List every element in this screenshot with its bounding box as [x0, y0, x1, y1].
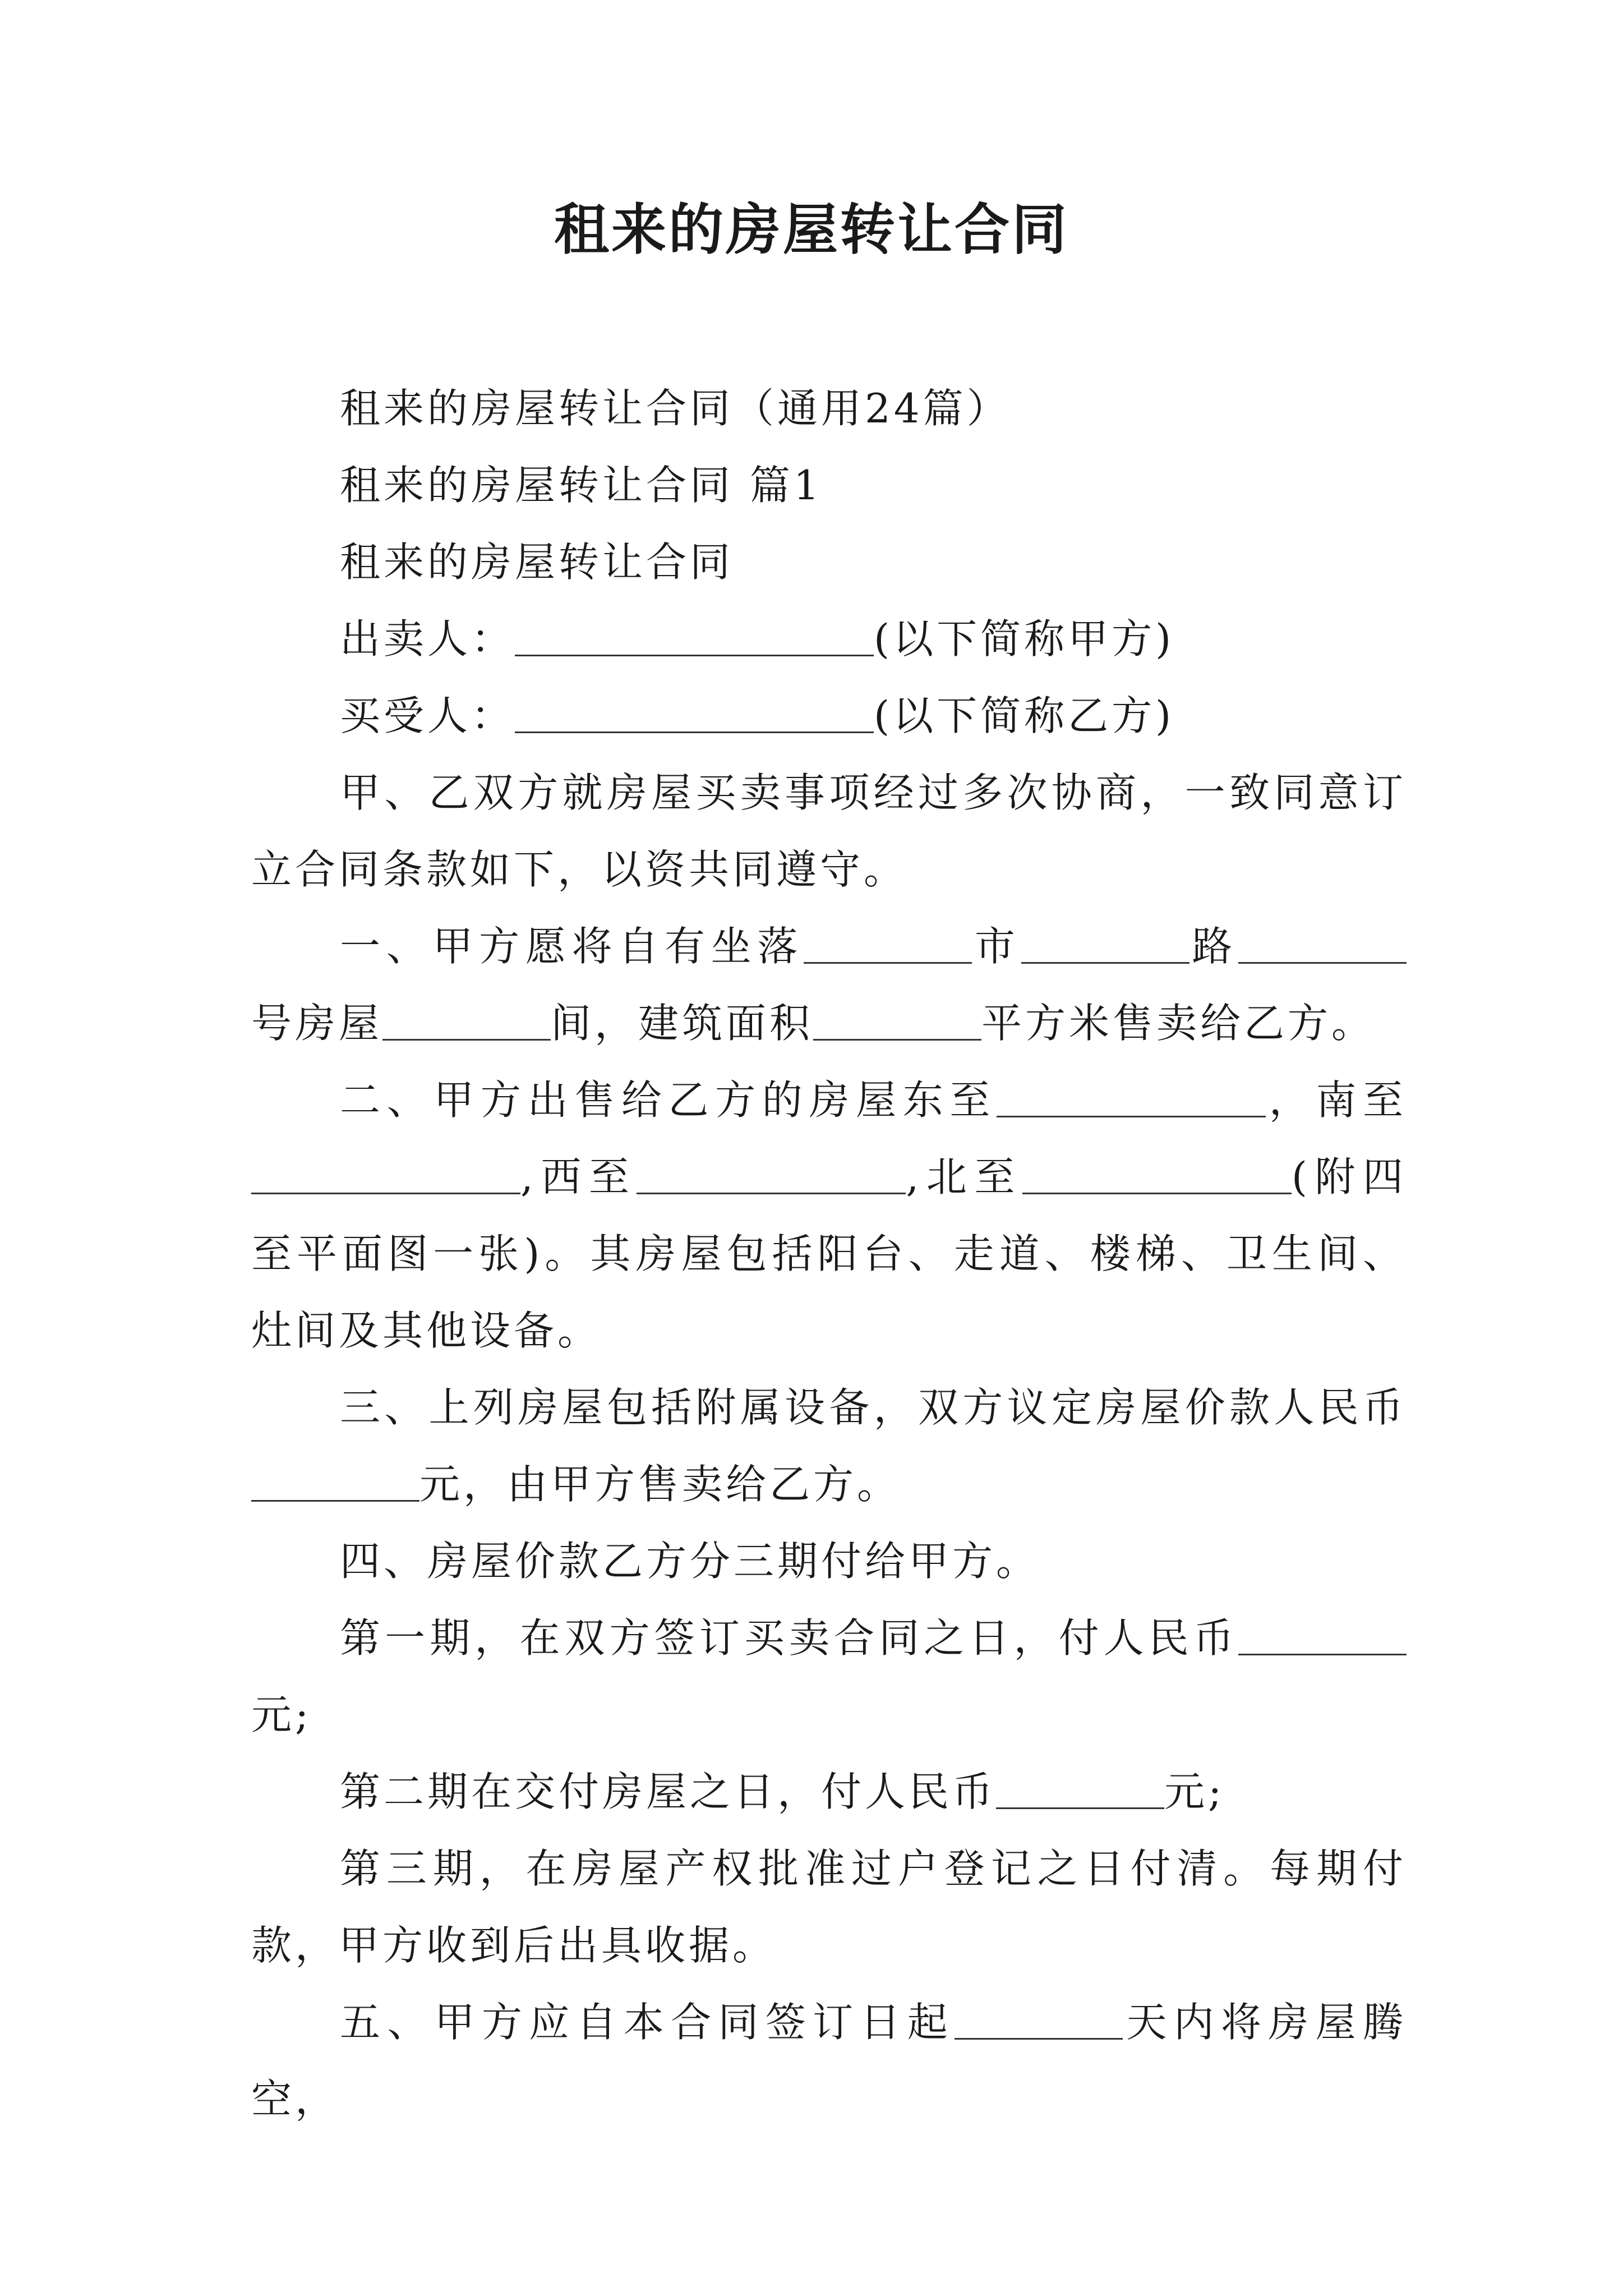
- clause-5-text-a: 五、甲方应自本合同签订日起: [340, 1999, 955, 2046]
- clause-1: [251, 908, 1407, 1062]
- clause-3-text-a: 三、上列房屋包括附属设备，双方议定房屋价款人民币: [340, 1384, 1407, 1431]
- clause-2-text-a: 二、甲方出售给乙方的房屋东至: [340, 1076, 997, 1124]
- document-body: [251, 370, 1407, 2138]
- paragraph-article-number: 租来的房屋转让合同 篇1: [340, 462, 823, 509]
- clause-5-text-b: 天内将房屋腾空，: [251, 1999, 1407, 2123]
- city-blank: [804, 924, 972, 964]
- payment-2: [251, 1754, 1407, 1830]
- seller-blank: [515, 616, 874, 656]
- rooms-blank: [382, 1001, 551, 1041]
- payment-2-blank: [996, 1769, 1164, 1809]
- area-blank: [813, 1001, 981, 1041]
- payment-1-text-a: 第一期，在双方签订买卖合同之日，付人民币: [340, 1614, 1238, 1662]
- paragraph-heading: 租来的房屋转让合同（通用24篇）: [340, 385, 1011, 432]
- road-blank: [1021, 924, 1189, 964]
- clause-4: 四、房屋价款乙方分三期付给甲方。: [340, 1538, 1040, 1585]
- seller-label: 出卖人：: [340, 615, 515, 662]
- clause-1-text-b: 市: [972, 923, 1021, 970]
- north-blank: [1022, 1154, 1292, 1194]
- payment-2-text-b: 元;: [1164, 1768, 1225, 1815]
- clause-1-text-c: 路: [1189, 923, 1238, 970]
- payment-1-text-b: 元;: [251, 1691, 312, 1738]
- paragraph-intro: 甲、乙双方就房屋买卖事项经过多次协商，一致同意订立合同条款如下，以资共同遵守。: [251, 769, 1407, 893]
- paragraph-seller: [251, 601, 1407, 678]
- clause-2-text-d: ,北至: [906, 1153, 1022, 1200]
- east-blank: [997, 1078, 1266, 1117]
- seller-suffix: (以下简称甲方): [874, 615, 1175, 662]
- clause-1-text-e: 间，建筑面积: [551, 1000, 814, 1047]
- buyer-blank: [515, 693, 874, 733]
- clause-1-text-f: 平方米售卖给乙方。: [981, 1000, 1376, 1047]
- price-blank: [251, 1462, 419, 1502]
- number-blank: [1238, 924, 1407, 964]
- days-blank: [955, 2000, 1123, 2040]
- buyer-suffix: (以下简称乙方): [874, 692, 1175, 739]
- clause-3: [251, 1369, 1407, 1523]
- clause-2-text-c: ,西至: [520, 1153, 637, 1200]
- payment-1: [251, 1600, 1407, 1754]
- paragraph-contract-name: 租来的房屋转让合同: [340, 539, 734, 586]
- buyer-label: 买受人：: [340, 692, 515, 739]
- clause-1-text-d: 号房屋: [251, 1000, 383, 1047]
- south-blank: [251, 1154, 520, 1194]
- clause-2-text-e: (附四至平面图一张)。其房屋包括阳台、走道、楼梯、卫生间、灶间及其他设备。: [251, 1153, 1407, 1354]
- clause-2-text-b: ，南至: [1266, 1076, 1407, 1124]
- payment-2-text-a: 第二期在交付房屋之日，付人民币: [340, 1768, 997, 1815]
- clause-1-text-a: 一、甲方愿将自有坐落: [340, 923, 804, 970]
- clause-5: [251, 1984, 1407, 2138]
- payment-1-blank: [1238, 1616, 1407, 1655]
- clause-2: [251, 1062, 1407, 1369]
- west-blank: [637, 1154, 906, 1194]
- paragraph-buyer: [251, 678, 1407, 754]
- payment-3: 第三期，在房屋产权批准过户登记之日付清。每期付款，甲方收到后出具收据。: [251, 1845, 1407, 1969]
- document-title: 租来的房屋转让合同: [554, 197, 1069, 262]
- clause-3-text-b: 元，由甲方售卖给乙方。: [419, 1461, 901, 1508]
